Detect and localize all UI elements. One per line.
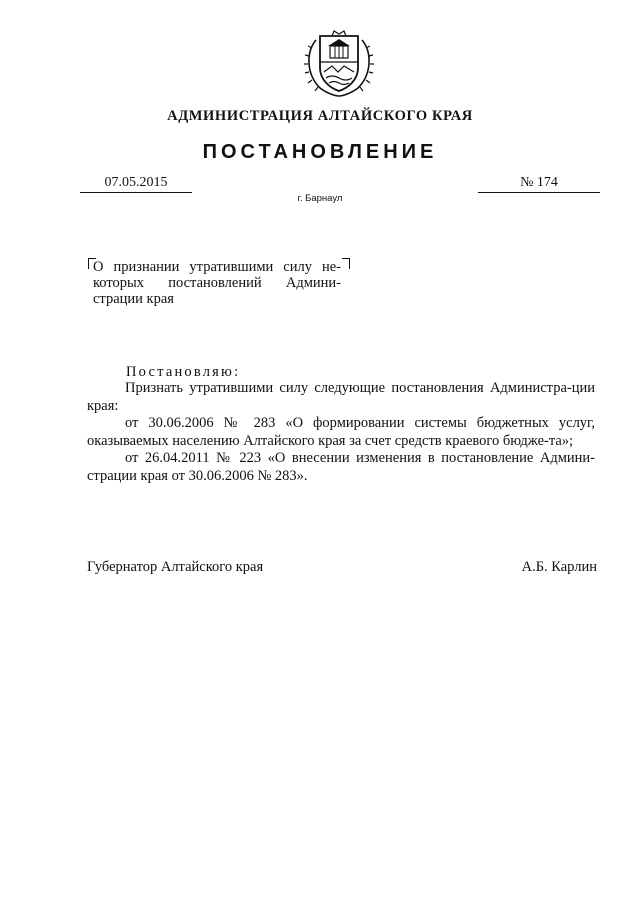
document-date: 07.05.2015 <box>80 175 192 193</box>
document-city: г. Барнаул <box>297 193 343 204</box>
signatory-position: Губернатор Алтайского края <box>87 559 264 575</box>
organization-name: АДМИНИСТРАЦИЯ АЛТАЙСКОГО КРАЯ <box>167 108 473 124</box>
body-paragraph: от 26.04.2011 № 223 «О внесении изменения в постановление Админи-страции края от 30.06.2006 № 283». <box>87 450 595 484</box>
resolve-word: Постановляю: <box>126 364 241 380</box>
body-paragraph: Признать утратившими силу следующие постановления Администра-ции края: <box>87 380 595 414</box>
body-paragraph: от 30.06.2006 № 283 «О формировании системы бюджетных услуг, оказываемых населению Алтайского края за счет средств краевого бюдже-та»; <box>87 415 595 449</box>
document-body <box>87 380 595 485</box>
signatory-name: А.Б. Карлин <box>521 559 597 575</box>
document-subject: О признании утратившими силу не-которых постановлений Админи-страции края <box>93 259 341 307</box>
document-type: ПОСТАНОВЛЕНИЕ <box>202 141 438 163</box>
document-number: № 174 <box>478 175 600 193</box>
altai-krai-coat-of-arms-icon <box>302 28 376 98</box>
subject-bracket-right <box>342 258 350 269</box>
